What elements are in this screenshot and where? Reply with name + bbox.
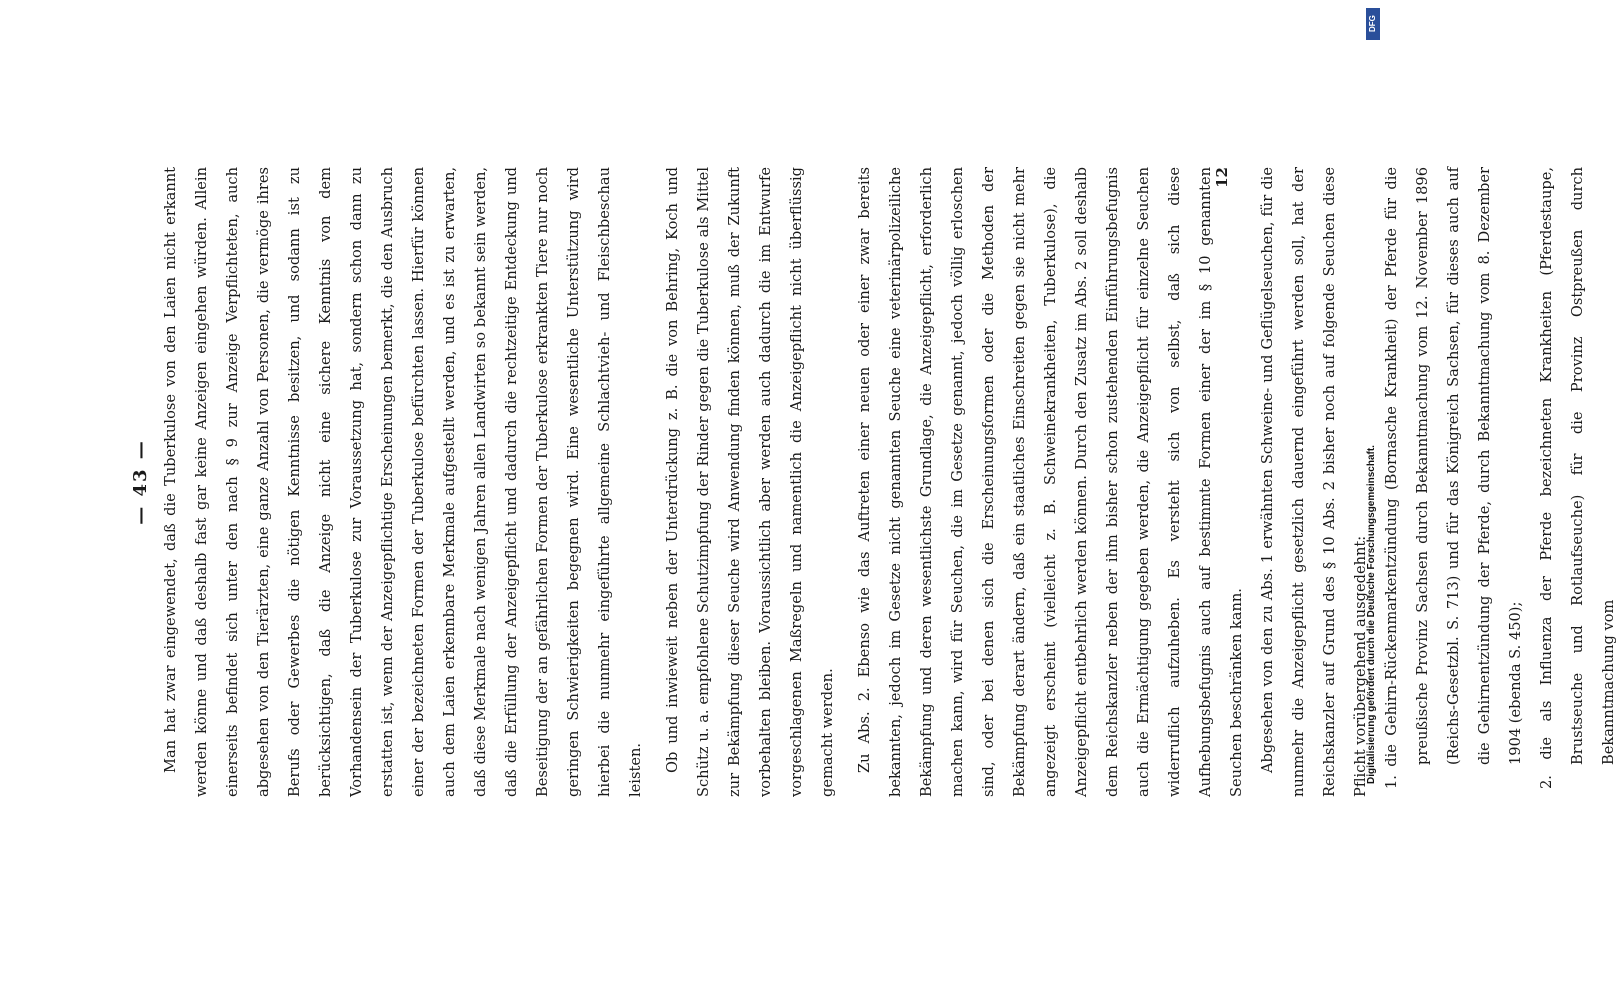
list-item-2: 2. die als Influenza der Pferde bezeichneten Krankheiten (Pferdestaupe, Brustseuche und Rotlaufseuche) für die Provinz Ostpreußen durch Bekanntmachung vom (1538, 167, 1617, 789)
page-footer-number: 12 (1213, 167, 1231, 188)
paragraph-1: Man hat zwar eingewendet, daß die Tuberkulose von den Laien nicht erkannt werden könne und daß deshalb fast gar keine Anzeigen eingehen würden. Allein einerseits befindet sich unter den nach § 9 zur Anzeige Verpflichteten, auch abgesehen von den Tierärzten, eine ganze Anzahl von Personen, die vermöge ihres Berufs oder Gewerbes die nötigen Kenntnisse besitzen, und sodann ist zu berücksichtigen, daß die Anzeige nicht eine sichere Kenntnis von dem Vorhandensein der Tuberkulose zur Voraussetzung hat, sondern schon dann zu erstatten ist, wenn der Anzeigepflichtige Erscheinungen bemerkt, die den Ausbruch einer der bezeichneten Formen der Tuberkulose befürchten lassen. Hierfür können auch dem Laien erkennbare Merkmale aufgestellt werden, und es ist zu erwarten, daß diese Merkmale nach wenigen Jahren allen Landwirten so bekannt sein werden, daß die Erfüllung der Anzeigepflicht und dadurch die rechtzeitige Entdeckung und Beseitigung der an gefährlichen Formen der Tuberkulose erkrankten Tiere nur noch geringen Schwierigkeiten begegnen wird. Eine wesentliche Unterstützung wird hierbei die nunmehr eingeführte allgemeine Schlachtvieh- und Fleischbeschau leisten. (162, 167, 644, 797)
list-item-1: 1. die Gehirn-Rückenmarkentzündung (Bornasche Krankheit) der Pferde für die preußische Provinz Sachsen durch Bekanntmachung vom 12. November 1896 (Reichs-Gesetzbl. S. 713) und für das Königreich Sachsen, für dieses auch auf die Gehirnentzündung der Pferde, durch Bekanntmachung vom 8. Dezember 1904 (ebenda S. 450); (1383, 167, 1524, 789)
digitization-credit: Digitalisierung gefördert durch die Deutsche Forschungsgemeinschaft. (1366, 445, 1377, 784)
page-header-number: — 43 — (130, 439, 151, 525)
paragraph-2: Ob und inwieweit neben der Unterdrückung z. B. die von Behring, Koch und Schütz u. a. empfohlene Schutzimpfung der Rinder gegen die Tuberkulose als Mittel zur Bekämpfung dieser Seuche wird Anwendung finden können, muß der Zukunft vorbehalten bleiben. Voraussichtlich aber werden auch dadurch die im Entwurfe vorgeschlagenen Maßregeln und namentlich die Anzeigepflicht nicht überflüssig gemacht werden. (664, 167, 836, 797)
paragraph-3: Zu Abs. 2. Ebenso wie das Auftreten einer neuen oder einer zwar bereits bekannten, jedoch im Gesetze nicht genannten Seuche eine veterinärpolizeiliche Bekämpfung und deren wesentlichste Grundlage, die Anzeigepflicht, erforderlich machen kann, wird für Seuchen, die im Gesetze genannt, jedoch völlig erloschen sind, oder bei denen sich die Erscheinungsformen oder die Methoden der Bekämpfung derart ändern, daß ein staatliches Einschreiten gegen sie nicht mehr angezeigt erscheint (vielleicht z. B. Schweinekrankheiten, Tuberkulose), die Anzeigepflicht entbehrlich werden können. Durch den Zusatz im Abs. 2 soll deshalb dem Reichskanzler neben der ihm bisher schon zustehenden Einführungsbefugnis auch die Ermächtigung gegeben werden, die Anzeigepflicht für einzelne Seuchen widerruflich aufzuheben. Es versteht sich von selbst, daß sich diese Aufhebungsbefugnis auch auf bestimmte Formen einer der im § 10 genannten Seuchen beschränken kann. (856, 167, 1245, 797)
paragraph-4: Abgesehen von den zu Abs. 1 erwähnten Schweine- und Geflügelseuchen, für die nunmehr die Anzeigepflicht gesetzlich dauernd eingeführt werden soll, hat der Reichskanzler auf Grund des § 10 Abs. 2 bisher noch auf folgende Seuchen diese Pflicht vorübergehend ausgedehnt: (1259, 167, 1369, 797)
dfg-logo-icon: DFG (1366, 8, 1380, 40)
